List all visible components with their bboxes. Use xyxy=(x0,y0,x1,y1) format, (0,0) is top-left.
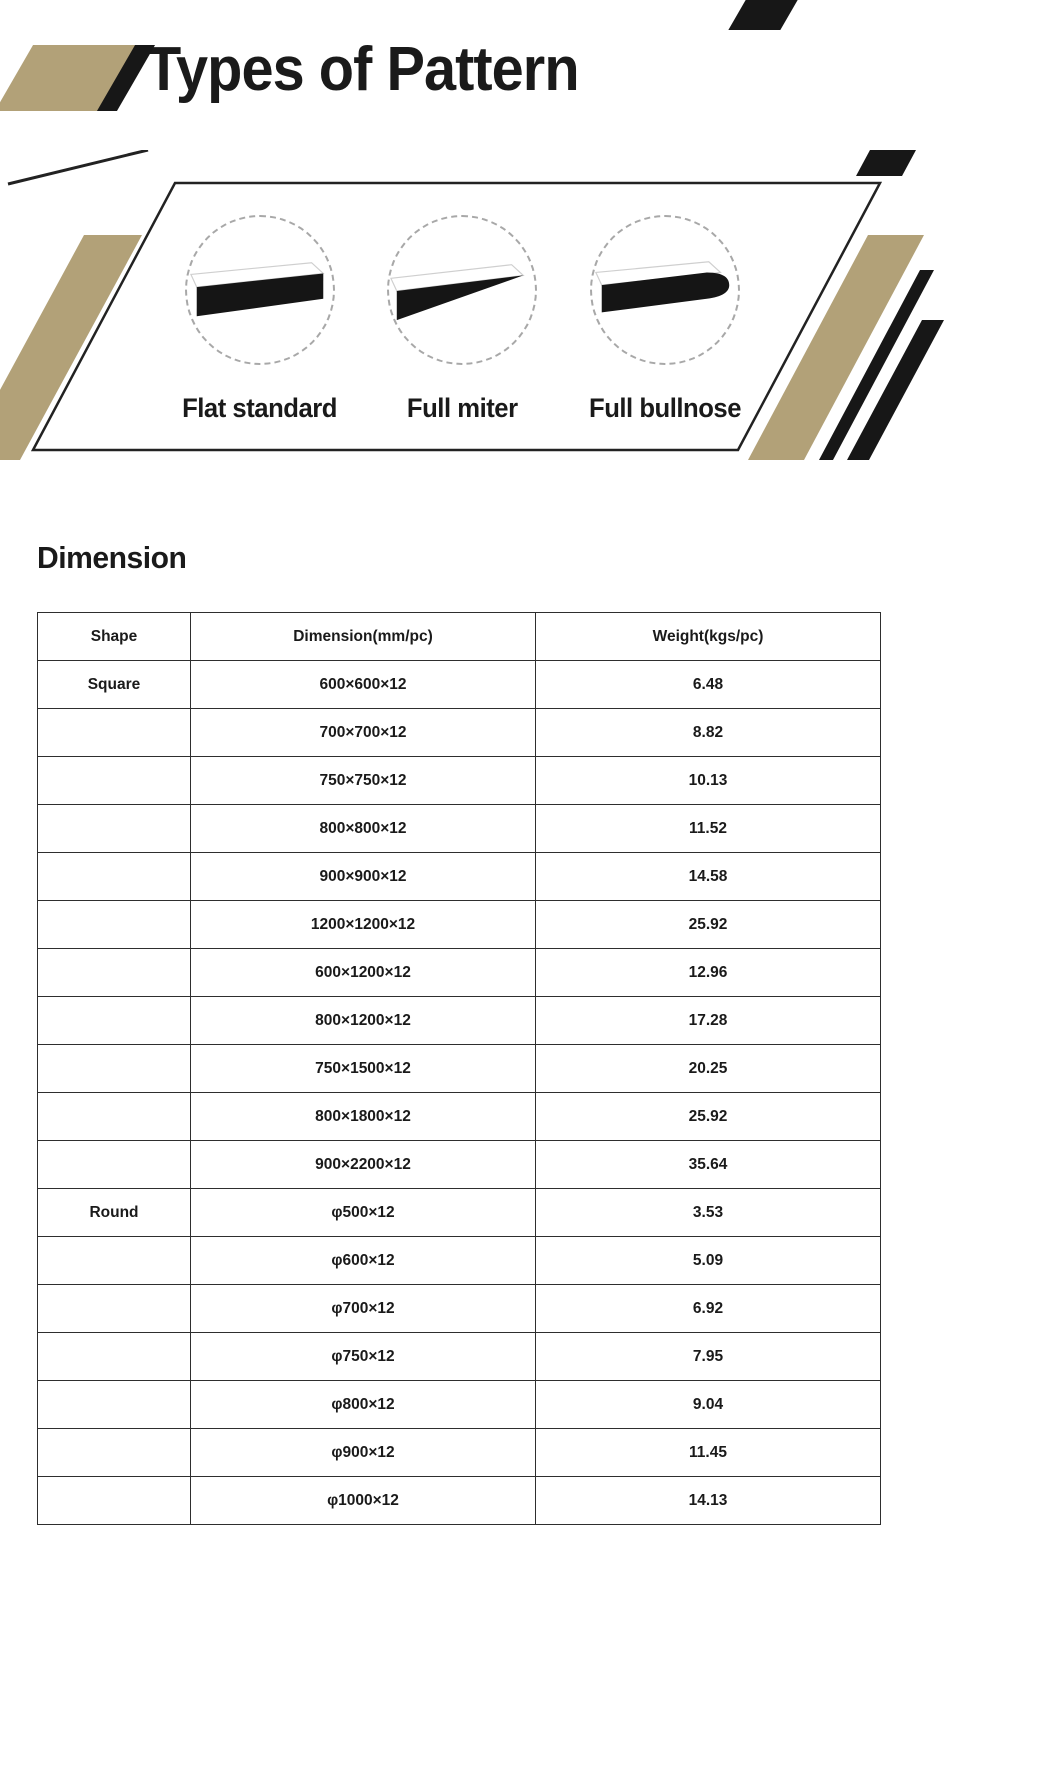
col-header-shape: Shape xyxy=(38,613,191,661)
cell-dimension: 750×750×12 xyxy=(191,757,536,805)
flat-standard-edge-icon xyxy=(185,215,335,365)
cell-dimension: φ500×12 xyxy=(191,1189,536,1237)
cell-dimension: 800×1800×12 xyxy=(191,1093,536,1141)
dimension-section-title: Dimension xyxy=(37,540,187,575)
table-row xyxy=(38,1045,881,1093)
cell-weight: 6.92 xyxy=(536,1285,881,1333)
cell-weight: 35.64 xyxy=(536,1141,881,1189)
table-row xyxy=(38,1093,881,1141)
cell-dimension: φ900×12 xyxy=(191,1429,536,1477)
page-title: Types of Pattern xyxy=(146,35,579,104)
cell-dimension: 600×600×12 xyxy=(191,661,536,709)
table-row xyxy=(38,1189,881,1237)
cell-shape xyxy=(38,1429,191,1477)
pattern-flat-standard xyxy=(150,215,370,424)
cell-shape xyxy=(38,901,191,949)
table-row xyxy=(38,1429,881,1477)
table-row xyxy=(38,1285,881,1333)
dimension-table-head xyxy=(38,613,881,661)
cell-dimension: 700×700×12 xyxy=(191,709,536,757)
table-row xyxy=(38,1477,881,1525)
cell-weight: 25.92 xyxy=(536,901,881,949)
cell-weight: 9.04 xyxy=(536,1381,881,1429)
table-row xyxy=(38,853,881,901)
pattern-banner xyxy=(0,150,1042,470)
cell-shape xyxy=(38,709,191,757)
dimension-table-body xyxy=(38,661,881,1525)
cell-dimension: φ800×12 xyxy=(191,1381,536,1429)
col-header-weight: Weight(kgs/pc) xyxy=(536,613,881,661)
full-bullnose-edge-icon xyxy=(590,215,740,365)
table-row xyxy=(38,1333,881,1381)
cell-dimension: φ600×12 xyxy=(191,1237,536,1285)
cell-weight: 6.48 xyxy=(536,661,881,709)
pattern-full-bullnose xyxy=(555,215,775,424)
cell-shape xyxy=(38,805,191,853)
cell-dimension: 600×1200×12 xyxy=(191,949,536,997)
cell-dimension: 1200×1200×12 xyxy=(191,901,536,949)
cell-dimension: φ750×12 xyxy=(191,1333,536,1381)
cell-shape xyxy=(38,1093,191,1141)
table-header-row xyxy=(38,613,881,661)
cell-weight: 14.13 xyxy=(536,1477,881,1525)
cell-shape: Round xyxy=(38,1189,191,1237)
pattern-label-flat-standard: Flat standard xyxy=(182,393,338,423)
table-row xyxy=(38,709,881,757)
table-row xyxy=(38,661,881,709)
cell-shape xyxy=(38,997,191,1045)
cell-dimension: 800×800×12 xyxy=(191,805,536,853)
cell-weight: 11.52 xyxy=(536,805,881,853)
cell-weight: 8.82 xyxy=(536,709,881,757)
table-row xyxy=(38,805,881,853)
cell-dimension: 900×2200×12 xyxy=(191,1141,536,1189)
pattern-full-miter xyxy=(352,215,572,424)
cell-dimension: φ1000×12 xyxy=(191,1477,536,1525)
top-right-deco-bar xyxy=(728,0,797,30)
cell-dimension: 750×1500×12 xyxy=(191,1045,536,1093)
cell-dimension: 900×900×12 xyxy=(191,853,536,901)
table-row xyxy=(38,949,881,997)
cell-shape xyxy=(38,757,191,805)
table-row xyxy=(38,757,881,805)
cell-shape xyxy=(38,949,191,997)
cell-weight: 14.58 xyxy=(536,853,881,901)
cell-shape xyxy=(38,1381,191,1429)
cell-shape xyxy=(38,1141,191,1189)
table-row xyxy=(38,901,881,949)
pattern-label-full-miter: Full miter xyxy=(406,393,518,423)
cell-shape xyxy=(38,1237,191,1285)
table-row xyxy=(38,1141,881,1189)
table-row xyxy=(38,997,881,1045)
cell-weight: 10.13 xyxy=(536,757,881,805)
full-miter-edge-icon xyxy=(387,215,537,365)
dimension-table xyxy=(37,612,881,1525)
cell-dimension: 800×1200×12 xyxy=(191,997,536,1045)
col-header-dimension: Dimension(mm/pc) xyxy=(191,613,536,661)
cell-shape xyxy=(38,1045,191,1093)
cell-weight: 12.96 xyxy=(536,949,881,997)
cell-weight: 25.92 xyxy=(536,1093,881,1141)
cell-shape xyxy=(38,853,191,901)
cell-shape xyxy=(38,1477,191,1525)
banner-left-black-line xyxy=(8,150,148,184)
cell-weight: 11.45 xyxy=(536,1429,881,1477)
banner-top-right-black-sliver xyxy=(856,150,916,176)
table-row xyxy=(38,1381,881,1429)
cell-weight: 7.95 xyxy=(536,1333,881,1381)
table-row xyxy=(38,1237,881,1285)
cell-weight: 20.25 xyxy=(536,1045,881,1093)
cell-shape xyxy=(38,1333,191,1381)
pattern-label-full-bullnose: Full bullnose xyxy=(589,393,741,423)
cell-weight: 5.09 xyxy=(536,1237,881,1285)
cell-shape xyxy=(38,1285,191,1333)
cell-weight: 17.28 xyxy=(536,997,881,1045)
cell-dimension: φ700×12 xyxy=(191,1285,536,1333)
cell-weight: 3.53 xyxy=(536,1189,881,1237)
cell-shape: Square xyxy=(38,661,191,709)
